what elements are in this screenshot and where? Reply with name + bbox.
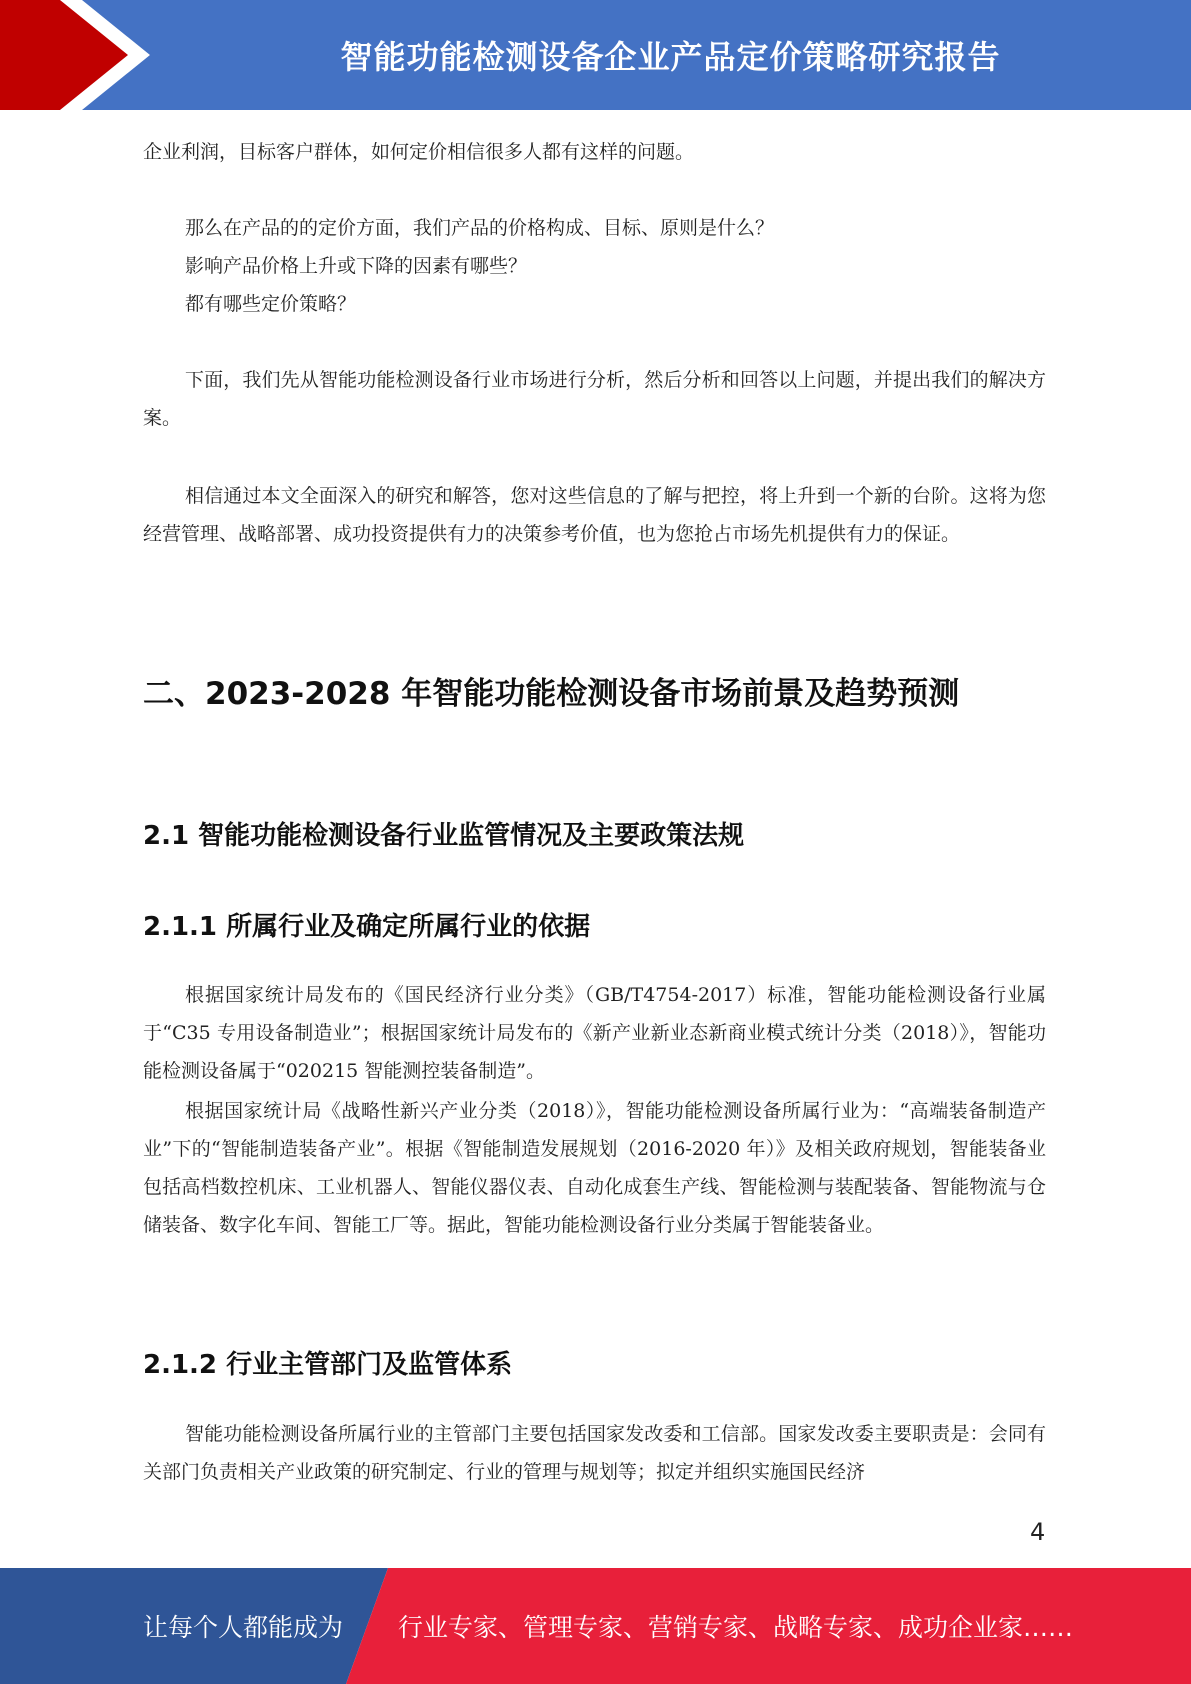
question-3: 都有哪些定价策略？ xyxy=(185,293,357,315)
paragraph-regulators: 智能功能检测设备所属行业的主管部门主要包括国家发改委和工信部。国家发改委主要职责是：会同有关部门负责相关产业政策的研究制定、行业的管理与规划等；拟定并组织实施国民经济 xyxy=(143,1423,1046,1483)
question-1: 那么在产品的的定价方面，我们产品的价格构成、目标、原则是什么？ xyxy=(185,217,775,239)
footer-slogan-left: 让每个人都能成为 xyxy=(143,1613,344,1642)
page-number: 4 xyxy=(1030,1518,1046,1546)
header-title: 智能功能检测设备企业产品定价策略研究报告 xyxy=(340,38,1001,76)
footer-slogan-right: 行业专家、管理专家、营销专家、战略专家、成功企业家…… xyxy=(398,1613,1074,1642)
paragraph-intro: 企业利润，目标客户群体，如何定价相信很多人都有这样的问题。 xyxy=(143,141,695,163)
heading-2-1-2: 2.1.2 行业主管部门及监管体系 xyxy=(143,1350,513,1380)
heading-2-1: 2.1 智能功能检测设备行业监管情况及主要政策法规 xyxy=(143,821,745,851)
page-header xyxy=(0,0,1191,110)
paragraph-value: 相信通过本文全面深入的研究和解答，您对这些信息的了解与把控，将上升到一个新的台阶。这将为您经营管理、战略部署、成功投资提供有力的决策参考价值，也为您抢占市场先机提供有力的保证。 xyxy=(143,485,1046,545)
paragraph-analysis: 下面，我们先从智能功能检测设备行业市场进行分析，然后分析和回答以上问题，并提出我们的解决方案。 xyxy=(143,369,1046,429)
header-arrow-icon xyxy=(0,0,160,110)
question-2: 影响产品价格上升或下降的因素有哪些？ xyxy=(185,255,528,277)
page-footer xyxy=(0,1568,1191,1684)
paragraph-strategic-industry: 根据国家统计局《战略性新兴产业分类（2018）》，智能功能检测设备所属行业为：“高端装备制造产业”下的“智能制造装备产业”。根据《智能制造发展规划（2016-2020 年）》及相关政府规划，智能装备业包括高档数控机床、工业机器人、智能仪器仪表、自动化成套生产线、智能检测与装配装备、智能物流与仓储装备、数字化车间、智能工厂等。据此，智能功能检测设备行业分类属于智能装备业。 xyxy=(143,1100,1046,1236)
heading-2-1-1: 2.1.1 所属行业及确定所属行业的依据 xyxy=(143,912,591,942)
section-heading-2: 二、2023-2028 年智能功能检测设备市场前景及趋势预测 xyxy=(143,676,960,712)
paragraph-industry-classification: 根据国家统计局发布的《国民经济行业分类》（GB/T4754-2017）标准，智能功能检测设备行业属于“C35 专用设备制造业”；根据国家统计局发布的《新产业新业态新商业模式统计分类（2018）》，智能功能检测设备属于“020215 智能测控装备制造”。 xyxy=(143,984,1046,1082)
